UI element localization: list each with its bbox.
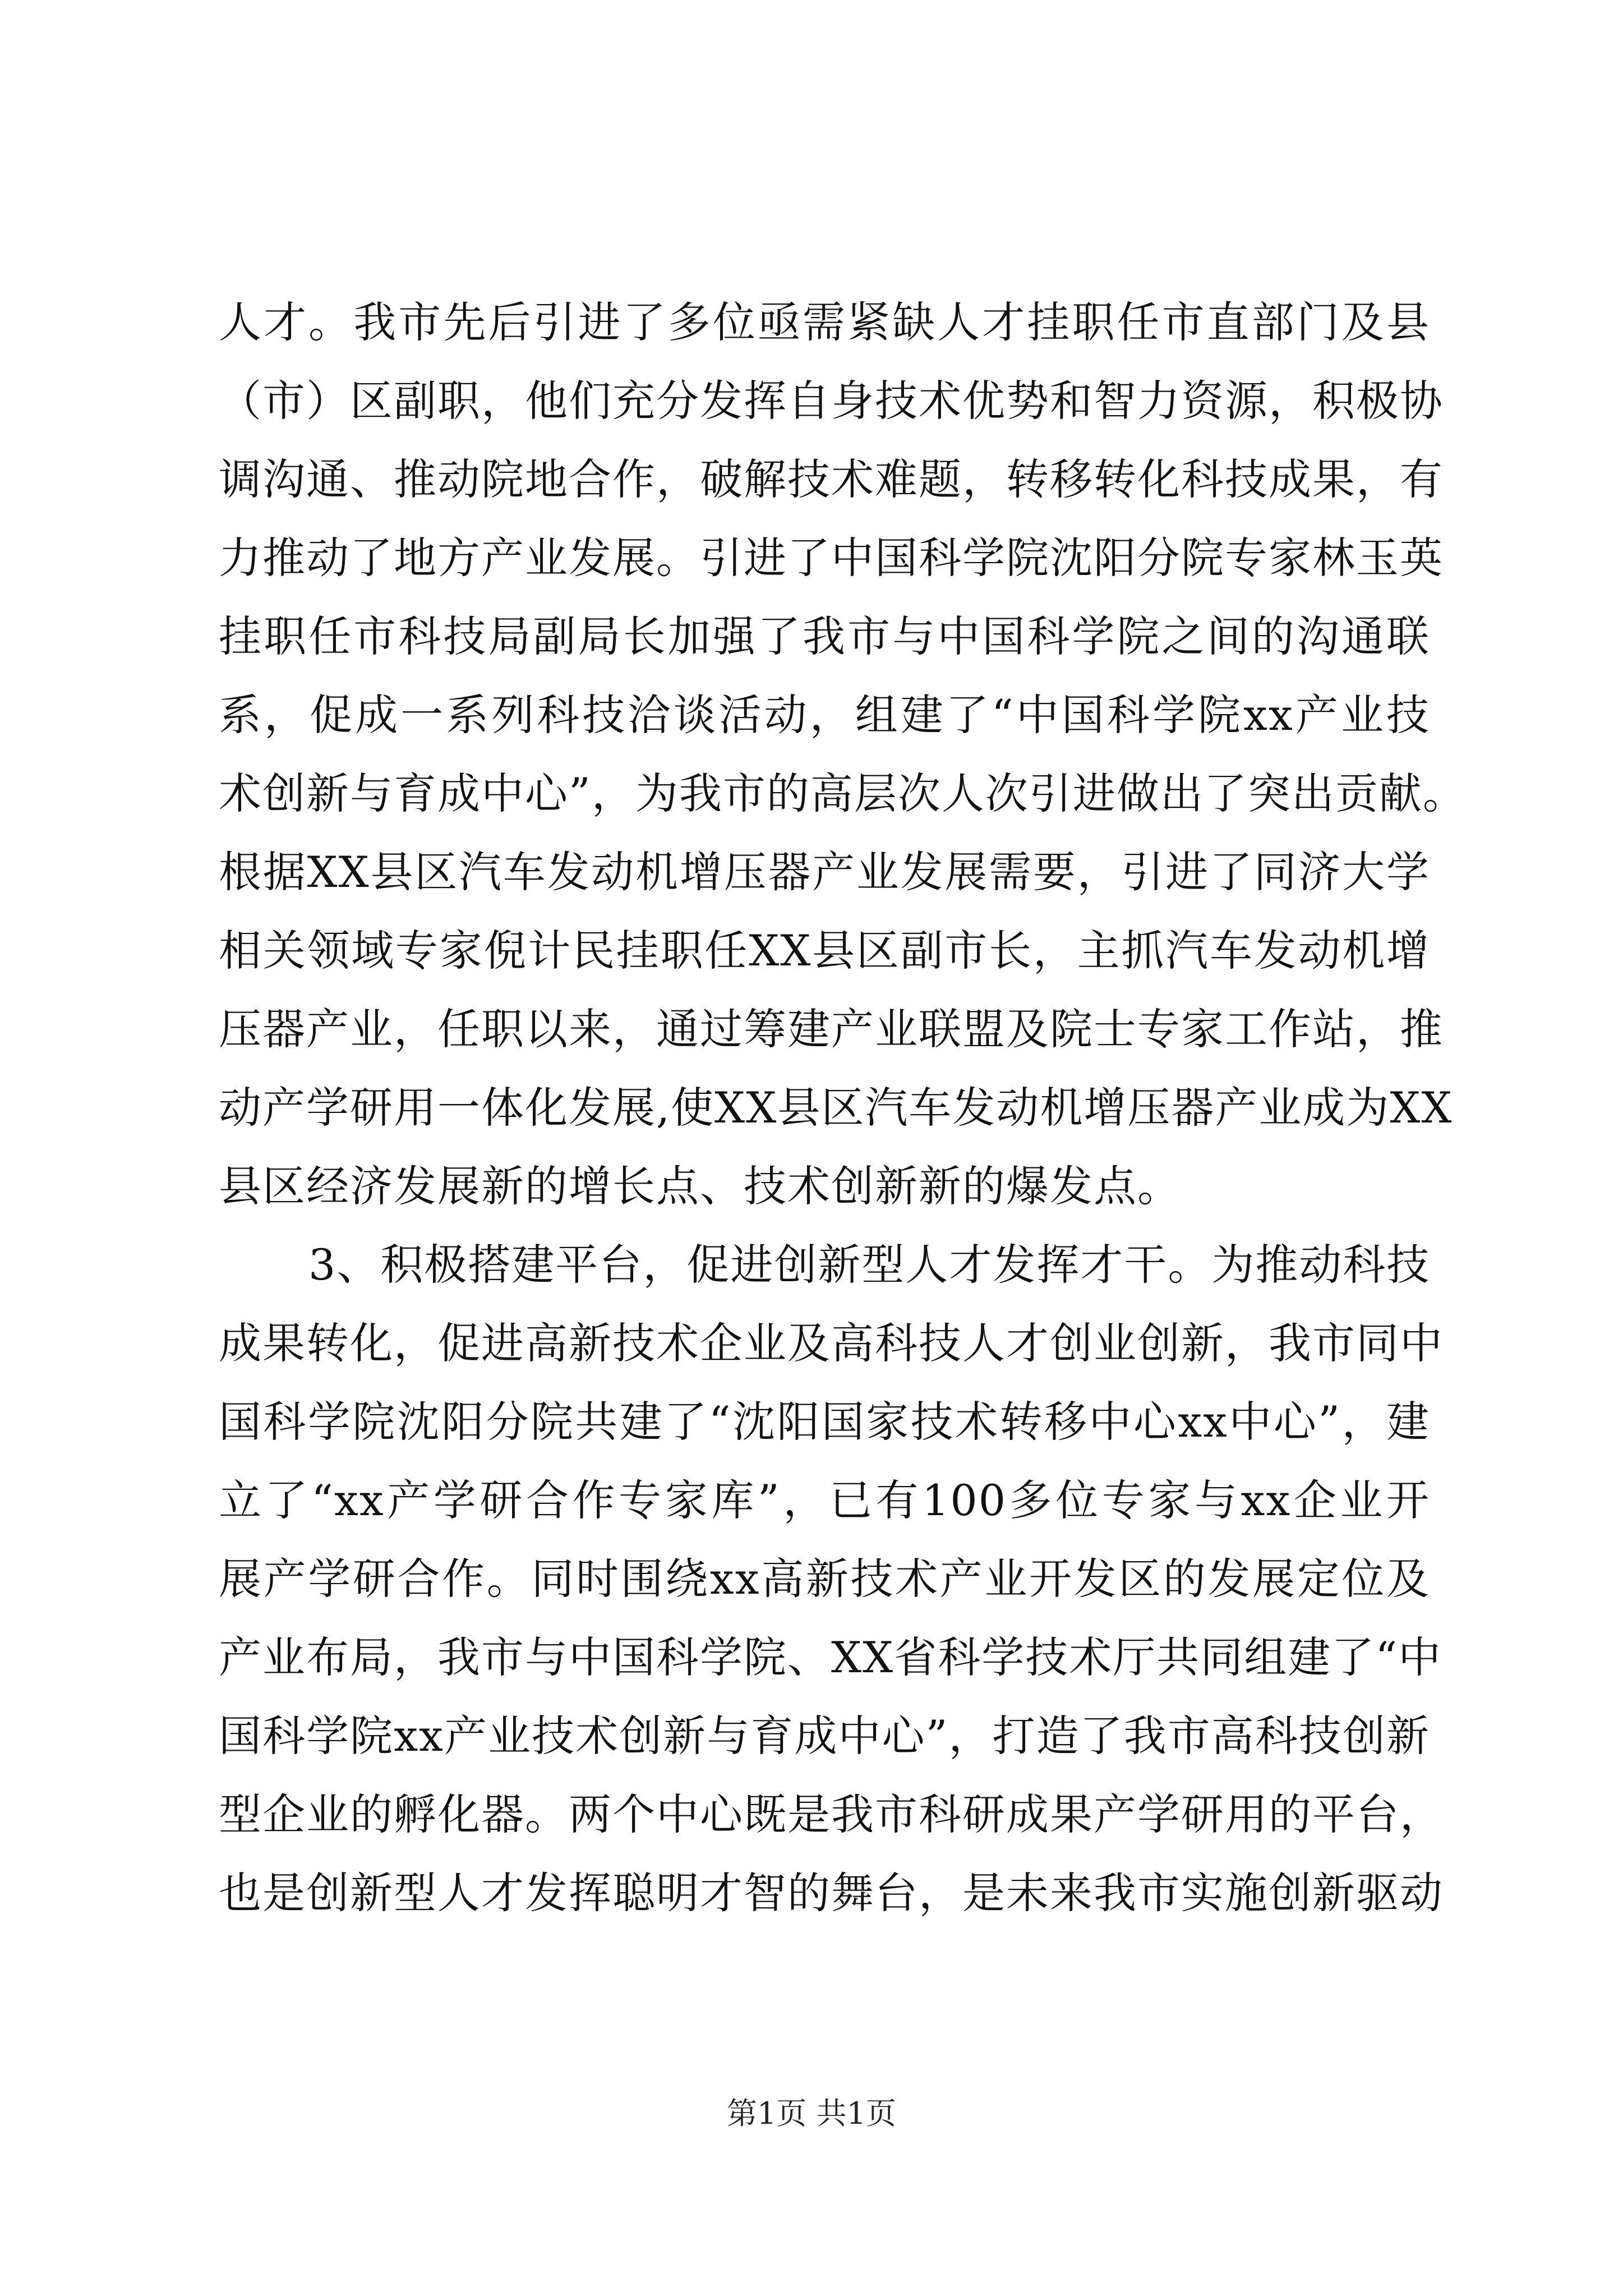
text-line: 型企业的孵化器。两个中心既是我市科研成果产学研用的平台， (219, 1789, 1444, 1839)
text-line: 展产学研合作。同时围绕xx高新技术产业开发区的发展定位及 (219, 1554, 1430, 1604)
text-line: 挂职任市科技局副局长加强了我市与中国科学院之间的沟通联 (219, 611, 1430, 661)
text-line: 立了“xx产学研合作专家库”，已有100多位专家与xx企业开 (219, 1475, 1430, 1525)
text-line: 国科学院xx产业技术创新与育成中心”，打造了我市高科技创新 (219, 1711, 1430, 1761)
text-line: 动产学研用一体化发展,使XX县区汽车发动机增压器产业成为XX (219, 1083, 1453, 1133)
text-line: 术创新与育成中心”，为我市的高层次人次引进做出了突出贡献。 (219, 769, 1467, 818)
text-line: 产业布局，我市与中国科学院、XX省科学技术厅共同组建了“中 (219, 1632, 1442, 1682)
page-footer: 第1页 共1页 (727, 2096, 896, 2131)
text-line: 人才。我市先后引进了多位亟需紧缺人才挂职任市直部门及县 (219, 297, 1430, 347)
text-line: （市）区副职，他们充分发挥自身技术优势和智力资源，积极协 (219, 376, 1444, 426)
text-line: 也是创新型人才发挥聪明才智的舞台，是未来我市实施创新驱动 (219, 1868, 1444, 1918)
text-line: 县区经济发展新的增长点、技术创新新的爆发点。 (219, 1161, 1181, 1211)
text-line: 国科学院沈阳分院共建了“沈阳国家技术转移中心xx中心”，建 (219, 1397, 1430, 1447)
text-line: 相关领域专家倪计民挂职任XX县区副市长，主抓汽车发动机增 (219, 926, 1430, 976)
text-line: 根据XX县区汽车发动机增压器产业发展需要，引进了同济大学 (219, 847, 1430, 897)
text-line: 力推动了地方产业发展。引进了中国科学院沈阳分院专家林玉英 (219, 533, 1444, 583)
text-line: 成果转化，促进高新技术企业及高科技人才创业创新，我市同中 (219, 1318, 1444, 1368)
paragraph-heading-line: 3、积极搭建平台，促进创新型人才发挥才干。为推动科技 (308, 1240, 1431, 1290)
text-line: 压器产业，任职以来，通过筹建产业联盟及院士专家工作站，推 (219, 1004, 1444, 1054)
text-line: 系，促成一系列科技洽谈活动，组建了“中国科学院xx产业技 (219, 690, 1430, 740)
text-line: 调沟通、推动院地合作，破解技术难题，转移转化科技成果，有 (219, 454, 1444, 504)
